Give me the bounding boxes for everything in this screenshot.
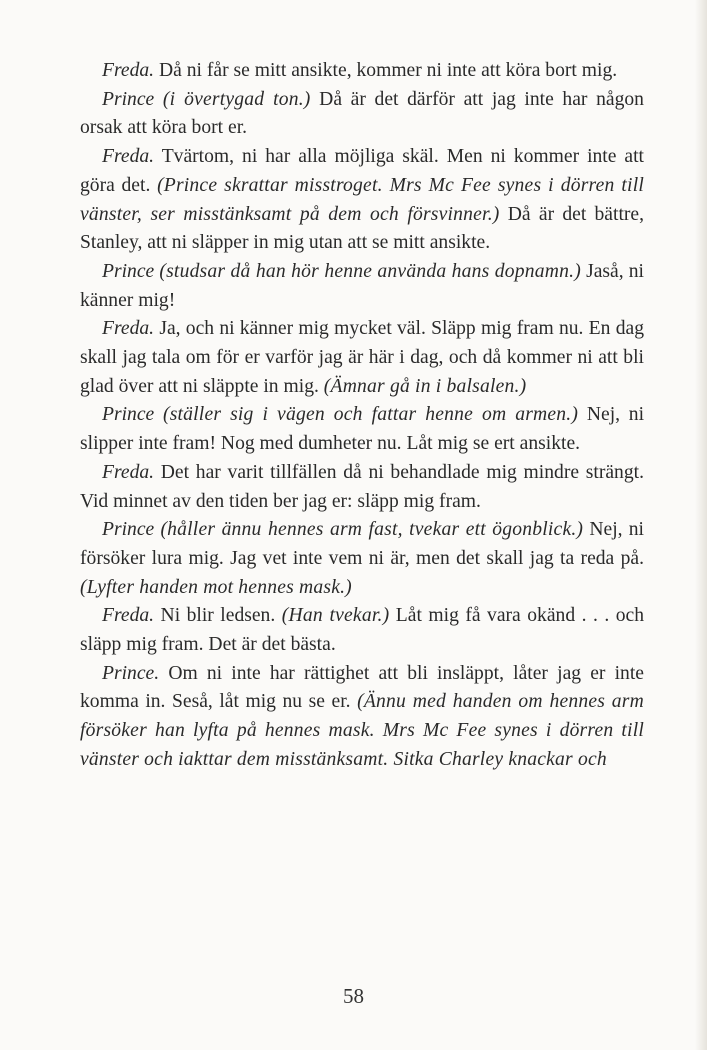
spoken-line: Nej, ni försöker lura mig. Jag vet inte vem ni är, men det skall jag ta reda på. [80,519,645,569]
dialogue-paragraph [80,602,644,659]
speaker-name: Prince [102,404,155,426]
spoken-line: Det har varit tillfällen då ni behandlade mig mindre strängt. Vid minnet av den tiden ber jag er: släpp mig fram. [80,461,644,512]
spoken-line: Låt mig få vara okänd . . . och släpp mig fram. Det är det bästa. [80,605,644,656]
dialogue-paragraph [80,315,644,401]
spoken-line: Då ni får se mitt ansikte, kommer ni inte att köra bort mig. [158,60,618,81]
speaker-name: Freda. [102,461,155,483]
stage-direction: (Prince skrattar misstroget. Mrs Mc Fee synes i dörren till vänster, ser misstänksamt på dem och försvinner.) [80,174,644,225]
dialogue-paragraph [80,258,644,315]
stage-direction: (Ämnar gå in i balsalen.) [323,375,527,397]
spoken-line: Tvärtom, ni har alla möjliga skäl. Men ni kommer inte att göra det. [80,146,645,196]
dialogue-paragraph [80,401,644,458]
spoken-line: Jaså, ni känner mig! [80,260,645,311]
speaker-name: Prince [102,519,155,541]
spoken-line: Nej, ni slipper inte fram! Nog med dumheter nu. Låt mig se ert ansikte. [80,404,645,455]
stage-direction: (studsar då han hör henne använda hans dopnamn.) [159,260,581,282]
stage-direction: (i övertygad ton.) [162,88,311,110]
dialogue-paragraph [80,143,644,258]
play-text [80,57,644,775]
stage-direction: (Han tvekar.) [281,605,390,627]
page-number: 58 [343,984,364,1008]
spoken-line: Ni blir ledsen. [160,605,276,627]
stage-direction: (Ännu med handen om hennes arm försöker han lyfta på hennes mask. Mrs Mc Fee synes i dörren till vänster och iakttar dem misstänksamt. Sitka Charley knackar och [80,691,644,770]
dialogue-paragraph [80,57,644,86]
speaker-name: Prince. [102,662,160,684]
spoken-line: Om ni inte har rättighet att bli insläppt, låter jag er inte komma in. Seså, låt mig nu se er. [80,662,644,713]
spoken-line: Ja, och ni känner mig mycket väl. Släpp mig fram nu. En dag skall jag tala om för er varför jag är här i dag, och då kommer ni att bli glad över att ni släppte in mig. [80,318,644,397]
spoken-line: Då är det bättre, Stanley, att ni släpper in mig utan att se mitt ansikte. [80,203,645,254]
speaker-name: Freda. [102,605,155,627]
speaker-name: Prince [102,260,155,282]
speaker-name: Freda. [102,146,155,168]
dialogue-paragraph [80,516,644,602]
stage-direction: (ställer sig i vägen och fattar henne om armen.) [162,404,579,426]
spoken-line: Då är det därför att jag inte har någon orsak att köra bort er. [80,88,644,139]
stage-direction: (håller ännu hennes arm fast, tvekar ett ögonblick.) [160,519,584,541]
dialogue-paragraph [80,86,644,143]
speaker-name: Prince [102,88,155,110]
speaker-name: Freda. [102,60,155,81]
speaker-name: Freda. [102,318,155,340]
stage-direction: (Lyfter handen mot hennes mask.) [80,576,352,598]
dialogue-paragraph [80,459,644,516]
page-edge-shadow [695,0,707,1050]
dialogue-paragraph [80,660,644,775]
